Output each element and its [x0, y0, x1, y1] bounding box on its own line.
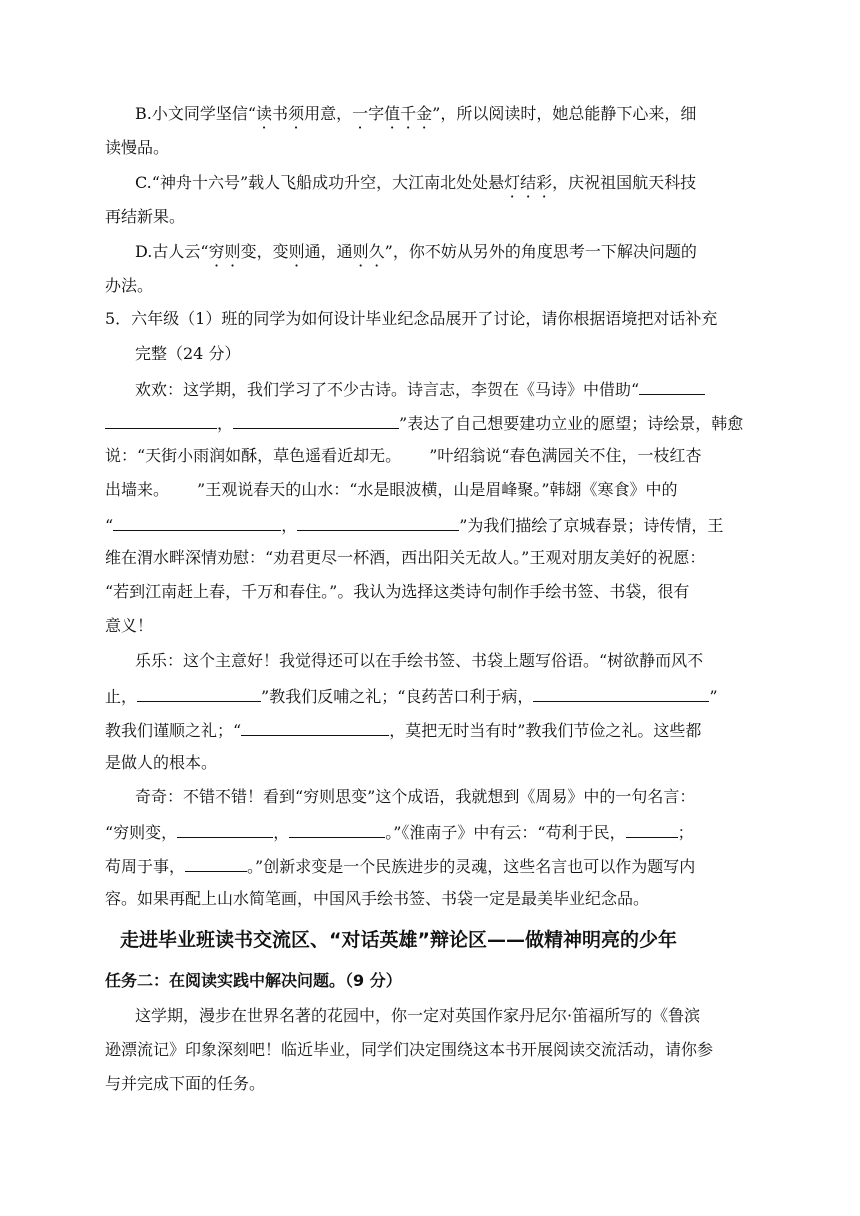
task-2-para-line1: 这学期，漫步在世界名著的花园中，你一定对英国作家丹尼尔·笛福所写的《鲁滨 — [135, 1006, 701, 1025]
option-c-line2: 再结新果。 — [105, 207, 186, 226]
huanhuan-line6: 维在渭水畔深情劝慰：“劝君更尽一杯酒，西出阳关无故人。”王观对朋友美好的祝愿： — [105, 548, 706, 567]
huanhuan-line5: “ ， ”为我们描绘了京城春景；诗传情，王 — [105, 513, 723, 537]
question-5-line2: 完整（24 分） — [135, 344, 241, 363]
option-b-line1: B.小文同学坚信“读书须用意，一字值千金”，所以阅读时，她总能静下心来，细 — [135, 104, 697, 123]
answer-blank[interactable] — [233, 411, 399, 429]
answer-blank[interactable] — [105, 411, 217, 429]
lele-line3: 教我们谨顺之礼；“ ，莫把无时当有时”教我们节俭之礼。这些都 — [105, 718, 701, 742]
option-c-line1: C.“神舟十六号”载人飞船成功升空，大江南北处处悬灯结彩，庆祝祖国航天科技 — [135, 173, 697, 192]
huanhuan-line2: ， ”表达了自己想要建功立业的愿望；诗绘景，韩愈 — [105, 411, 743, 435]
lele-line2: 止， ”教我们反哺之礼；“良药苦口利于病， ” — [105, 684, 718, 708]
option-d-line2: 办法。 — [105, 276, 154, 295]
answer-blank[interactable] — [113, 513, 281, 531]
lele-line1: 乐乐：这个主意好！我觉得还可以在手绘书签、书袋上题写俗语。“树欲静而风不 — [135, 651, 704, 670]
answer-blank[interactable] — [626, 820, 678, 838]
huanhuan-line4: 出墙来。 ”王观说春天的山水：“水是眼波横，山是眉峰聚。”韩翃《寒食》中的 — [105, 480, 678, 499]
answer-blank[interactable] — [533, 684, 709, 702]
option-d-line1: D.古人云“穷则变，变则通，通则久”，你不妨从另外的角度思考一下解决问题的 — [135, 242, 697, 261]
answer-blank[interactable] — [185, 854, 247, 872]
answer-blank[interactable] — [289, 820, 385, 838]
answer-blank[interactable] — [137, 684, 261, 702]
qiqi-line2: “穷则变， ， 。”《淮南子》中有云：“苟利于民， ； — [105, 820, 694, 844]
lele-line4: 是做人的根本。 — [105, 753, 218, 772]
task-2-para-line3: 与并完成下面的任务。 — [105, 1074, 266, 1093]
qiqi-line1: 奇奇：不错不错！看到“穷则思变”这个成语，我就想到《周易》中的一句名言： — [135, 787, 696, 806]
huanhuan-line8: 意义！ — [105, 616, 154, 635]
question-5-line1: 5．六年级（1）班的同学为如何设计毕业纪念品展开了讨论，请你根据语境把对话补充 — [105, 309, 718, 328]
answer-blank[interactable] — [639, 377, 705, 395]
answer-blank[interactable] — [241, 718, 389, 736]
qiqi-line3: 苟周于事， 。”创新求变是一个民族进步的灵魂，这些名言也可以作为题写内 — [105, 854, 695, 878]
task-2-title: 任务二：在阅读实践中解决问题。（9 分） — [105, 971, 402, 990]
huanhuan-line7: “若到江南赶上春，千万和春住。”。我认为选择这类诗句制作手绘书签、书袋，很有 — [105, 582, 690, 601]
huanhuan-line3: 说：“天街小雨润如酥，草色遥看近却无。 ”叶绍翁说“春色满园关不住，一枝红杏 — [105, 446, 702, 465]
huanhuan-line1: 欢欢：这学期，我们学习了不少古诗。诗言志，李贺在《马诗》中借助“ — [135, 377, 705, 401]
option-b-line2: 读慢品。 — [105, 138, 170, 157]
section-heading: 走进毕业班读书交流区、“对话英雄”辩论区——做精神明亮的少年 — [120, 929, 677, 951]
qiqi-line4: 容。如果再配上山水简笔画，中国风手绘书签、书袋一定是最美毕业纪念品。 — [105, 889, 650, 908]
answer-blank[interactable] — [177, 820, 273, 838]
task-2-para-line2: 逊漂流记》印象深刻吧！临近毕业，同学们决定围绕这本书开展阅读交流活动，请你参 — [105, 1040, 714, 1059]
answer-blank[interactable] — [297, 513, 459, 531]
